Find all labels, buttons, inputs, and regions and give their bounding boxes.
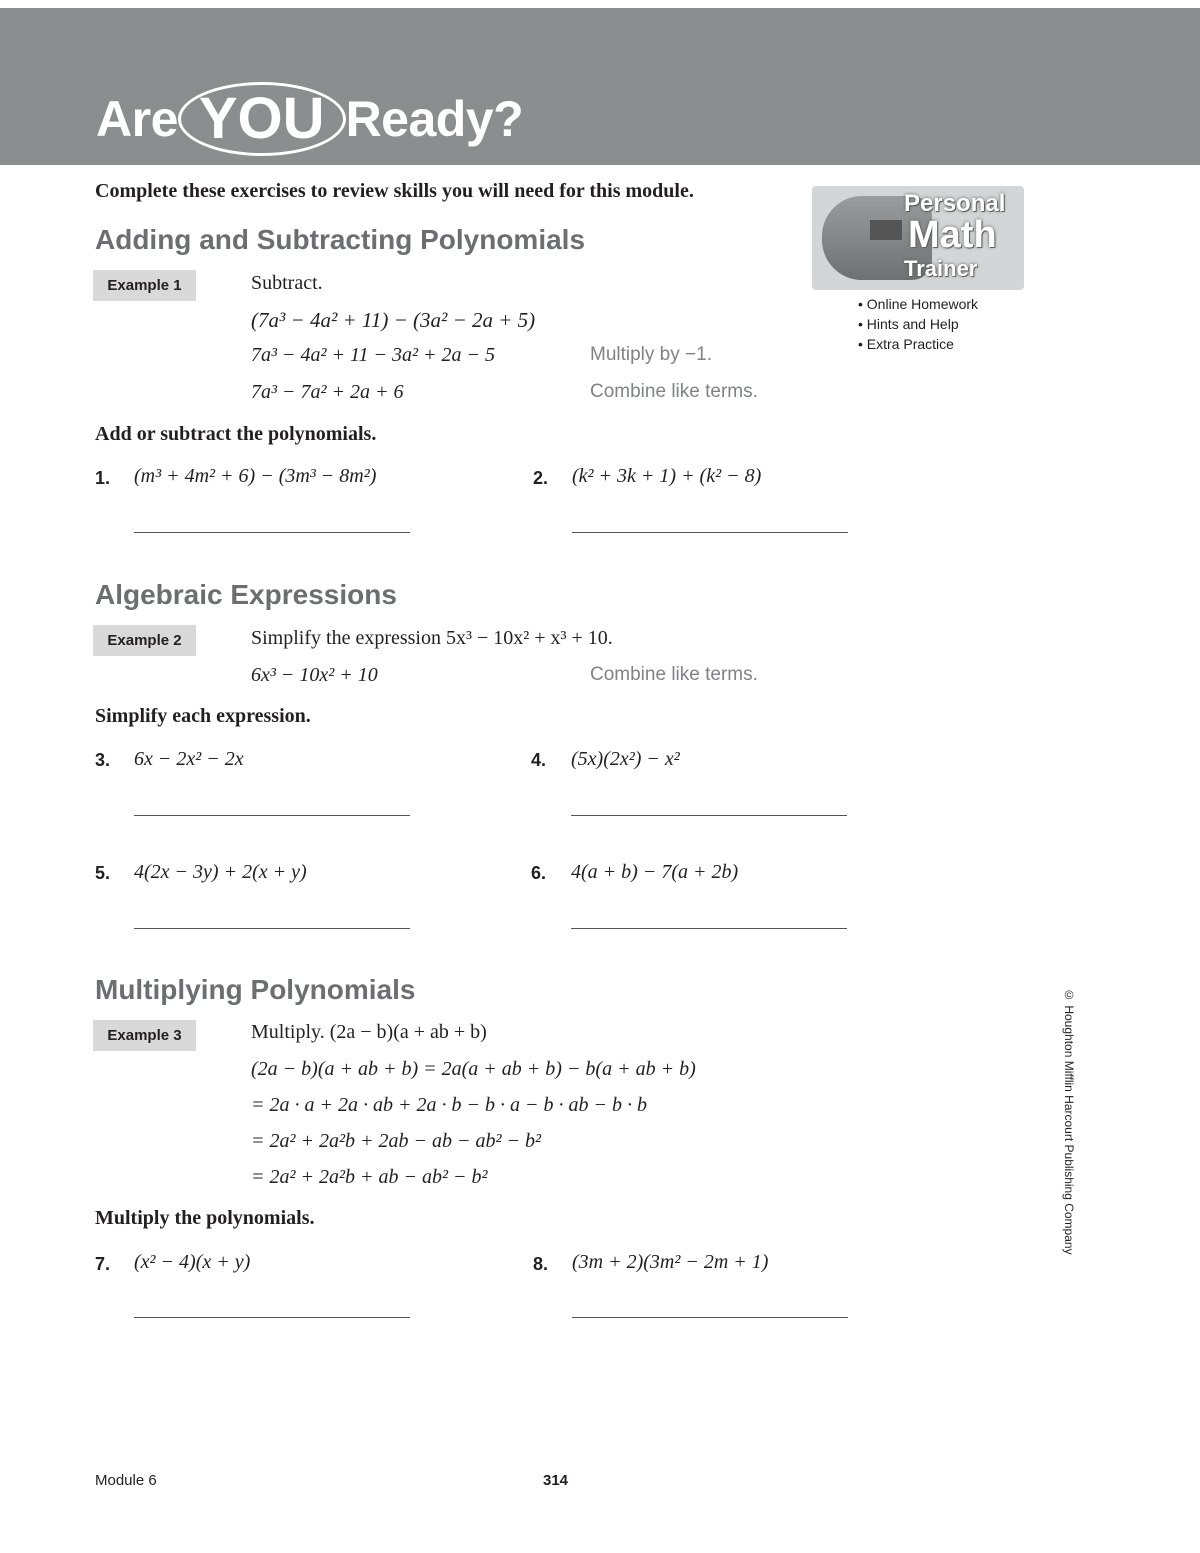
exercise-expression: (3m + 2)(3m² − 2m + 1) bbox=[572, 1251, 769, 1273]
answer-line[interactable] bbox=[134, 1317, 410, 1318]
instruction: Add or subtract the polynomials. bbox=[95, 423, 377, 445]
copyright-notice: © Houghton Mifflin Harcourt Publishing Company bbox=[1062, 988, 1076, 1255]
instruction: Multiply the polynomials. bbox=[95, 1207, 315, 1229]
exercise-number: 1. bbox=[95, 468, 111, 488]
answer-line[interactable] bbox=[134, 928, 410, 929]
exercise-number: 8. bbox=[533, 1254, 549, 1274]
answer-line[interactable] bbox=[134, 532, 410, 533]
section-heading: Algebraic Expressions bbox=[95, 579, 397, 610]
example-label: Example 2 bbox=[93, 625, 196, 656]
footer-module: Module 6 bbox=[95, 1472, 157, 1489]
title-you: YOU bbox=[178, 82, 346, 156]
section-heading: Multiplying Polynomials bbox=[95, 974, 416, 1005]
example-line: (7a³ − 4a² + 11) − (3a² − 2a + 5) bbox=[251, 308, 536, 332]
trainer-bullet[interactable]: • Hints and Help bbox=[858, 316, 959, 332]
exercise-number: 2. bbox=[533, 468, 549, 488]
example-label: Example 1 bbox=[93, 270, 196, 301]
trainer-word-3: Trainer bbox=[904, 256, 978, 281]
example-line: Simplify the expression 5x³ − 10x² + x³ + 10. bbox=[251, 627, 613, 649]
title-are: Are bbox=[96, 91, 178, 147]
exercise-expression: 4(a + b) − 7(a + 2b) bbox=[571, 861, 739, 883]
example-line: 7a³ − 7a² + 2a + 6 bbox=[251, 381, 404, 403]
answer-line[interactable] bbox=[572, 1317, 848, 1318]
example-line: = 2a · a + 2a · ab + 2a · b − b · a − b · ab − b · b bbox=[251, 1094, 647, 1116]
example-line: 6x³ − 10x² + 10 bbox=[251, 664, 378, 686]
answer-line[interactable] bbox=[571, 928, 847, 929]
example-note: Combine like terms. bbox=[590, 664, 758, 685]
answer-line[interactable] bbox=[134, 815, 410, 816]
exercise-number: 5. bbox=[95, 863, 111, 883]
exercise-number: 7. bbox=[95, 1254, 111, 1274]
example-line: = 2a² + 2a²b + ab − ab² − b² bbox=[251, 1166, 488, 1188]
trainer-word-1: Personal bbox=[904, 190, 1006, 217]
exercise-number: 6. bbox=[531, 863, 547, 883]
trainer-bullets bbox=[858, 294, 978, 354]
example-line: 7a³ − 4a² + 11 − 3a² + 2a − 5 bbox=[251, 344, 495, 366]
page-number: 314 bbox=[543, 1472, 569, 1489]
example-line: Subtract. bbox=[251, 272, 323, 294]
page-title bbox=[96, 82, 523, 156]
exercise-number: 3. bbox=[95, 750, 111, 770]
exercise-expression: (x² − 4)(x + y) bbox=[134, 1251, 251, 1273]
instruction: Simplify each expression. bbox=[95, 705, 311, 727]
section-heading: Adding and Subtracting Polynomials bbox=[95, 224, 586, 255]
intro-text: Complete these exercises to review skills you will need for this module. bbox=[95, 180, 694, 202]
trainer-bullet[interactable]: • Online Homework bbox=[858, 296, 979, 312]
example-note: Multiply by −1. bbox=[590, 344, 712, 365]
trainer-bullet[interactable]: • Extra Practice bbox=[858, 336, 954, 352]
example-line: = 2a² + 2a²b + 2ab − ab − ab² − b² bbox=[251, 1130, 541, 1152]
trainer-word-2: Math bbox=[908, 214, 997, 256]
example-note: Combine like terms. bbox=[590, 381, 758, 402]
example-label: Example 3 bbox=[93, 1020, 196, 1051]
example-line: Multiply. (2a − b)(a + ab + b) bbox=[251, 1021, 487, 1043]
answer-line[interactable] bbox=[571, 815, 847, 816]
exercise-expression: (5x)(2x²) − x² bbox=[571, 748, 680, 770]
example-line: (2a − b)(a + ab + b) = 2a(a + ab + b) − b(a + ab + b) bbox=[251, 1058, 696, 1080]
exercise-number: 4. bbox=[531, 750, 547, 770]
answer-line[interactable] bbox=[572, 532, 848, 533]
exercise-expression: (k² + 3k + 1) + (k² − 8) bbox=[572, 465, 762, 487]
exercise-expression: 4(2x − 3y) + 2(x + y) bbox=[134, 861, 307, 883]
exercise-expression: 6x − 2x² − 2x bbox=[134, 748, 244, 770]
exercise-expression: (m³ + 4m² + 6) − (3m³ − 8m²) bbox=[134, 465, 377, 487]
title-ready: Ready? bbox=[345, 91, 524, 147]
math-trainer-logo[interactable] bbox=[812, 186, 1024, 290]
